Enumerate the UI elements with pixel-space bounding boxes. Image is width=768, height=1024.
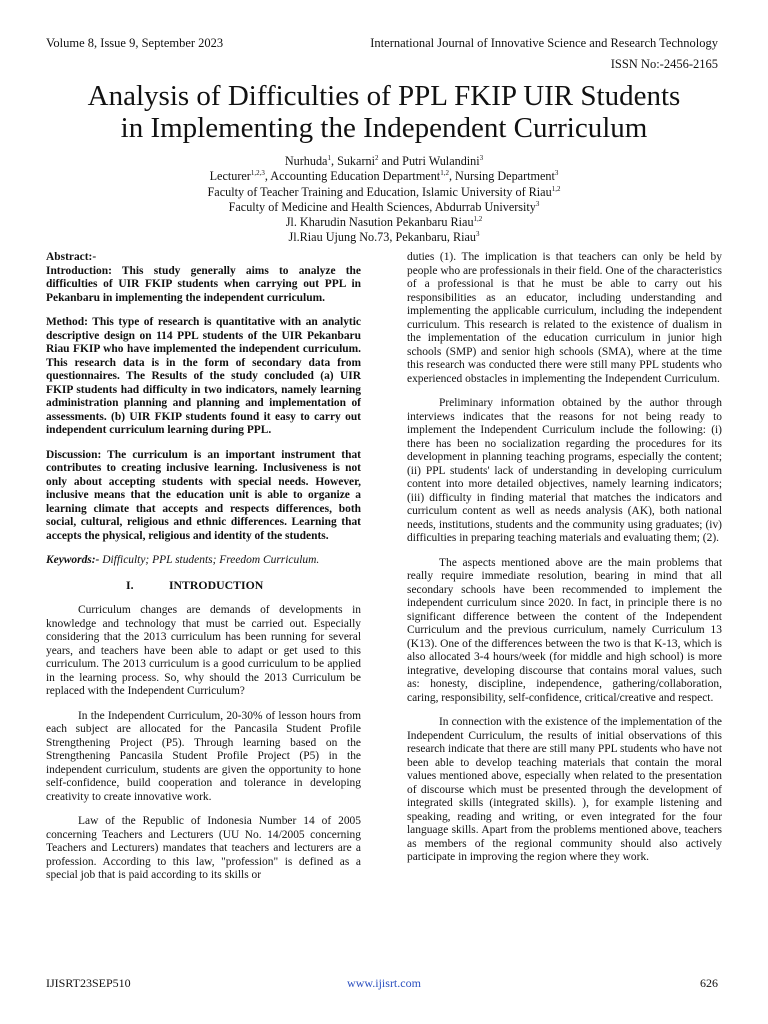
journal-url-link[interactable]: www.ijisrt.com — [347, 976, 421, 990]
keywords: Keywords:- Difficulty; PPL students; Freedom Curriculum. — [46, 554, 320, 566]
address-2: Jl.Riau Ujung No.73, Pekanbaru, Riau$^3$ — [288, 230, 480, 245]
faculty-2: Faculty of Medicine and Health Sciences, Abdurrab University$^3$ — [228, 199, 540, 214]
abstract-label: Abstract:- — [46, 251, 97, 263]
paragraph: Law of the Republic of Indonesia Number 14 of 2005 concerning Teachers and Lecturers (UU No. 14/2005 concerning Teachers and Lecturers) mandates that teachers and lecturers are a profession. According to this law, "profession" is defined as a special job that is paid according to its skills or — [46, 815, 361, 881]
author-affiliation-line: Lecturer$^{1,2,3}$, Accounting Education Department$^{1,2}$, Nursing Department$^3$ — [209, 169, 559, 184]
volume-info: Volume 8, Issue 9, September 2023 — [46, 36, 224, 50]
paper-id: IJISRT23SEP510 — [46, 976, 131, 990]
paragraph: Preliminary information obtained by the author through interviews indicates that the reasons for not being ready to implement the Independent Curriculum include the following: (i) there has been no socialization regarding the procedures for its development in planning teaching programs, especially the content; (ii) PPL students' lack of understanding in developing curriculum content into more detailed objectives, namely learning indicators; (iii) difficulty in finding material that matches the indicators and curriculum content as well as needs analysis (AK), both national needs, institutions, students and the community using graduates; (iv) difficulties in preparing teaching materials and evaluating them; (2). — [407, 397, 722, 544]
paragraph: In connection with the existence of the implementation of the Independent Curriculum, the results of initial observations of this research indicate that there are still many PPL students who have not been able to develop teaching materials that contain the moral values mentioned above, especially when related to the presentation of discourse which must be presented through the development of integrated skills (integrated skills). ), for example listening and speaking, reading and writing, or even integrated for the four language skills. Apart from the problems mentioned above, teachers as members of the regional community should also actively participate in improving the region where they work. — [407, 716, 722, 863]
page-number: 626 — [700, 976, 718, 990]
issn: ISSN No:-2456-2165 — [610, 57, 718, 71]
title-line-2: in Implementing the Independent Curriculum — [120, 112, 648, 144]
abstract-discussion: Discussion: The curriculum is an important instrument that contributes to creating inclusive learning. Inclusiveness is not only about accepting students with special needs. However, inclusive means that the education unit is able to organize a learning climate that accepts and respects differences, both social, cultural, religious and ethnic differences. Learning that accepts the physical, religious and identity of the students. — [46, 448, 361, 542]
section-heading-introduction: I. INTRODUCTION — [126, 577, 264, 592]
right-column — [407, 251, 722, 876]
paragraph: The aspects mentioned above are the main problems that really require immediate resolution, bearing in mind that all secondary schools have been recommended to implement the independent curriculum since 2020. In fact, in principle there is no significant difference between the content of the Independent Curriculum and the previous curriculum, namely Curriculum 13 (K13). One of the differences between the two is that K-13, which is also allocated 3-4 hours/week (for middle and high school) is more integrative, developing discourse that contains moral values, such as: honesty, discipline, independence, gathering/collaboration, caring, responsibility, self-confidence, critical/creative and respect. — [407, 556, 722, 704]
title-line-1: Analysis of Difficulties of PPL FKIP UIR Students — [87, 80, 681, 112]
address-1: Jl. Kharudin Nasution Pekanbaru Riau$^{1,2}$ — [285, 215, 483, 230]
journal-name: International Journal of Innovative Science and Research Technology — [370, 36, 718, 50]
left-column — [46, 251, 361, 894]
paper-title — [30, 80, 738, 144]
paragraph: In the Independent Curriculum, 20-30% of lesson hours from each subject are allocated for the Pancasila Student Profile Strengthening Project (P5). Through learning based on the Strengthening Pancasila Student Profile Project (P5) in the independent curriculum, students are given the opportunity to hone self-confidence, build cooperation and tolerance in developing creativity to create innovative work. — [46, 709, 361, 803]
author-block — [80, 154, 688, 246]
keywords-label: Keywords:- — [46, 554, 100, 566]
faculty-1: Faculty of Teacher Training and Education, Islamic University of Riau$^{1,2}$ — [207, 184, 561, 199]
paragraph: Curriculum changes are demands of developments in knowledge and technology that must be carried out. Especially considering that the 2013 curriculum has been running for several years, and teachers have been able to adapt or get used to this curriculum. The 2013 curriculum is a good curriculum to be applied in the learning process. So, why should the 2013 Curriculum be replaced with the Independent Curriculum? — [46, 604, 361, 697]
abstract-intro: Abstract:- Introduction: This study generally aims to analyze the difficulties of UIR FKIP students when carrying out PPL in Pekanbaru in implementing the independent curriculum. — [46, 251, 361, 304]
author-names: Nurhuda$^1$, Sukarni$^2$ and Putri Wulandini$^3$ — [284, 153, 484, 168]
abstract-method: Method: This type of research is quantitative with an analytic descriptive design on 114 PPL students of the UIR Pekanbaru Riau FKIP who have implemented the independent curriculum. This research data is in the form of secondary data from questionnaires. The Results of the study concluded (a) UIR FKIP students had difficulty in two indicators, namely learning administration planning and planning and implementation of assessments. (b) UIR FKIP students found it easy to carry out independent curriculum learning during PPL. — [46, 316, 361, 436]
paragraph: duties (1). The implication is that teachers can only be held by people who are professionals in their field. One of the characteristics of a professional is that he must be able to carry out his responsibilities as an educator, including understanding and implementing the applicable curriculum, including the independent curriculum. This research is related to the existence of dualism in the implementation of the education curriculum in junior high schools (SMP) and senior high schools (SMA), where at the time this research was conducted there were still many PPL students who experienced obstacles in implementing the Independent Curriculum. — [407, 251, 722, 385]
